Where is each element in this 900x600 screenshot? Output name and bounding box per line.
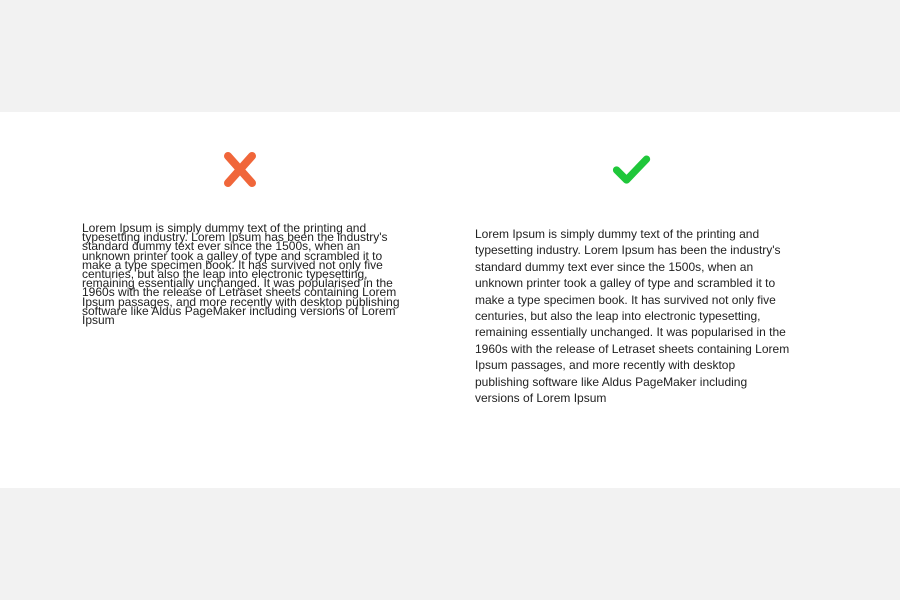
check-icon [612, 152, 652, 188]
cross-icon [221, 152, 261, 188]
spaced-paragraph: Lorem Ipsum is simply dummy text of the printing and typesetting industry. Lorem Ipsum has been the industry's standard dummy text ever since the 1500s, when an unknown printer took a galley of type and scrambled it to make a type specimen book. It has survived not only five centuries, but also the leap into electronic typesetting, remaining essentially unchanged. It was popularised in the 1960s with the release of Letraset sheets containing Lorem Ipsum passages, and more recently with desktop publishing software like Aldus PageMaker including versions of Lorem Ipsum [475, 227, 790, 406]
comparison-panel [0, 112, 900, 488]
cramped-paragraph: Lorem Ipsum is simply dummy text of the printing and typesetting industry. Lorem Ipsum has been the industry's standard dummy text ever since the 1500s, when an unknown printer took a galley of type and scrambled it to make a type specimen book. It has survived not only five centuries, but also the leap into electronic typesetting, remaining essentially unchanged. It was popularised in the 1960s with the release of Letraset sheets containing Lorem Ipsum passages, and more recently with desktop publishing software like Aldus PageMaker including versions of Lorem Ipsum [82, 221, 400, 328]
